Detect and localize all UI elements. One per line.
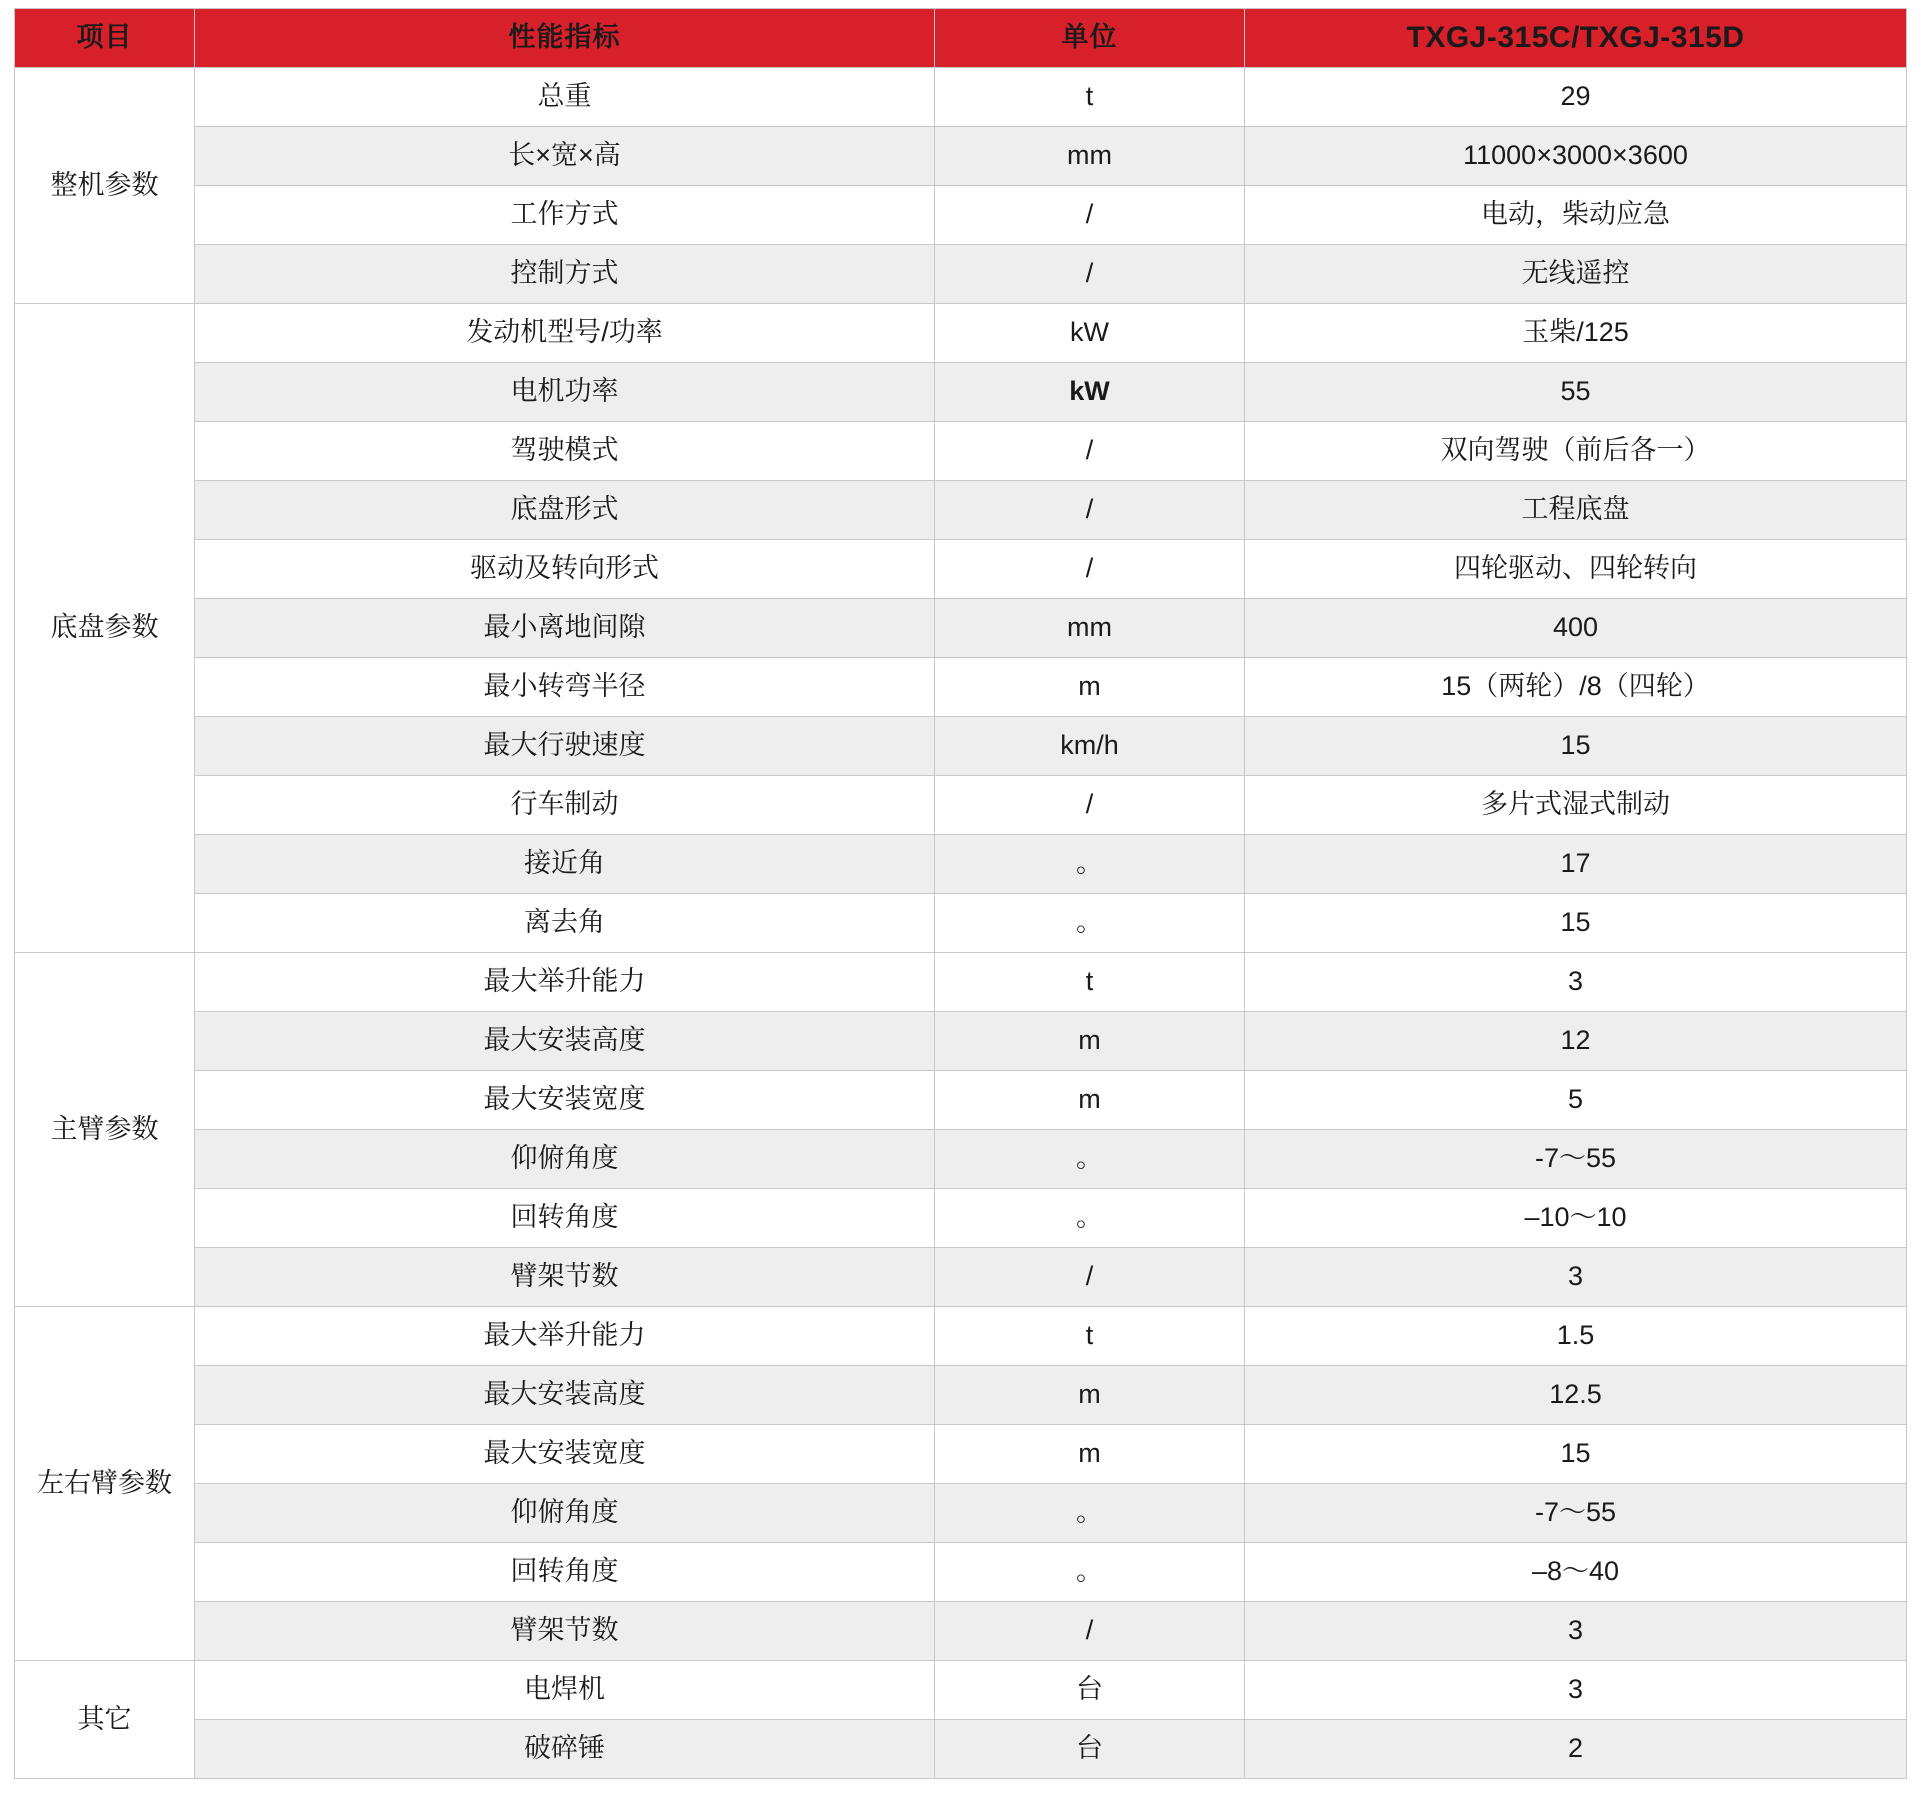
row-unit: / (935, 186, 1245, 245)
row-item-label: 最大安装高度 (195, 1012, 935, 1071)
row-item-label: 离去角 (195, 894, 935, 953)
table-row (15, 894, 1907, 953)
row-value: 3 (1245, 1248, 1907, 1307)
row-item-label: 最大举升能力 (195, 953, 935, 1012)
row-value: 17 (1245, 835, 1907, 894)
row-value: 55 (1245, 363, 1907, 422)
row-value: -7～55 (1245, 1130, 1907, 1189)
row-item-label: 仰俯角度 (195, 1130, 935, 1189)
row-unit: m (935, 1071, 1245, 1130)
table-row (15, 1602, 1907, 1661)
row-value: 15 (1245, 1425, 1907, 1484)
group-label: 整机参数 (15, 68, 195, 304)
row-value: 玉柴/125 (1245, 304, 1907, 363)
table-row (15, 1484, 1907, 1543)
column-header-model: TXGJ-315C/TXGJ-315D (1245, 9, 1907, 68)
row-value: 15 (1245, 894, 1907, 953)
table-row (15, 1720, 1907, 1779)
specification-table (14, 8, 1907, 1779)
row-unit: / (935, 1248, 1245, 1307)
table-header (15, 9, 1907, 68)
table-row (15, 658, 1907, 717)
table-row (15, 186, 1907, 245)
group-label: 其它 (15, 1661, 195, 1779)
row-value: 400 (1245, 599, 1907, 658)
row-unit: / (935, 481, 1245, 540)
table-row (15, 363, 1907, 422)
table-row (15, 1425, 1907, 1484)
row-item-label: 仰俯角度 (195, 1484, 935, 1543)
row-unit: m (935, 1012, 1245, 1071)
row-value: –8～40 (1245, 1543, 1907, 1602)
row-item-label: 最小转弯半径 (195, 658, 935, 717)
table-row (15, 540, 1907, 599)
row-value: 12 (1245, 1012, 1907, 1071)
row-item-label: 底盘形式 (195, 481, 935, 540)
row-item-label: 驾驶模式 (195, 422, 935, 481)
row-item-label: 破碎锤 (195, 1720, 935, 1779)
row-item-label: 最大行驶速度 (195, 717, 935, 776)
column-header-item: 性能指标 (195, 9, 935, 68)
table-row (15, 1543, 1907, 1602)
table-row (15, 68, 1907, 127)
row-item-label: 回转角度 (195, 1543, 935, 1602)
row-value: 15（两轮）/8（四轮） (1245, 658, 1907, 717)
row-unit: 。 (935, 1130, 1245, 1189)
row-unit: 。 (935, 1189, 1245, 1248)
row-value: 29 (1245, 68, 1907, 127)
table-row (15, 127, 1907, 186)
row-unit: m (935, 658, 1245, 717)
row-value: 5 (1245, 1071, 1907, 1130)
row-value: 多片式湿式制动 (1245, 776, 1907, 835)
row-value: 工程底盘 (1245, 481, 1907, 540)
row-item-label: 最大安装宽度 (195, 1425, 935, 1484)
column-header-unit: 单位 (935, 9, 1245, 68)
row-value: 3 (1245, 1602, 1907, 1661)
row-value: 3 (1245, 953, 1907, 1012)
table-row (15, 1366, 1907, 1425)
column-header-group: 项目 (15, 9, 195, 68)
row-item-label: 行车制动 (195, 776, 935, 835)
table-row (15, 481, 1907, 540)
table-row (15, 953, 1907, 1012)
row-unit: m (935, 1425, 1245, 1484)
row-unit: kW (935, 304, 1245, 363)
table-header-row (15, 9, 1907, 68)
row-unit: / (935, 1602, 1245, 1661)
table-row (15, 1130, 1907, 1189)
table-row (15, 776, 1907, 835)
row-item-label: 驱动及转向形式 (195, 540, 935, 599)
row-item-label: 总重 (195, 68, 935, 127)
row-unit: km/h (935, 717, 1245, 776)
row-unit: / (935, 245, 1245, 304)
row-unit: / (935, 540, 1245, 599)
row-value: 双向驾驶（前后各一） (1245, 422, 1907, 481)
row-unit: kW (935, 363, 1245, 422)
table-row (15, 1307, 1907, 1366)
table-row (15, 1248, 1907, 1307)
table-row (15, 245, 1907, 304)
row-unit: / (935, 422, 1245, 481)
row-unit: 。 (935, 835, 1245, 894)
table-body (15, 68, 1907, 1779)
row-item-label: 电机功率 (195, 363, 935, 422)
row-unit: 。 (935, 894, 1245, 953)
row-item-label: 接近角 (195, 835, 935, 894)
table-row (15, 599, 1907, 658)
row-item-label: 发动机型号/功率 (195, 304, 935, 363)
row-unit: 。 (935, 1543, 1245, 1602)
row-unit: t (935, 68, 1245, 127)
group-label: 主臂参数 (15, 953, 195, 1307)
row-item-label: 最大举升能力 (195, 1307, 935, 1366)
row-item-label: 最大安装高度 (195, 1366, 935, 1425)
row-item-label: 臂架节数 (195, 1248, 935, 1307)
row-item-label: 长×宽×高 (195, 127, 935, 186)
row-unit: t (935, 1307, 1245, 1366)
row-item-label: 最大安装宽度 (195, 1071, 935, 1130)
group-label: 左右臂参数 (15, 1307, 195, 1661)
row-unit: mm (935, 127, 1245, 186)
row-item-label: 电焊机 (195, 1661, 935, 1720)
table-row (15, 835, 1907, 894)
group-label: 底盘参数 (15, 304, 195, 953)
row-item-label: 工作方式 (195, 186, 935, 245)
row-unit: 台 (935, 1720, 1245, 1779)
row-value: 1.5 (1245, 1307, 1907, 1366)
table-row (15, 1661, 1907, 1720)
row-value: 电动，柴动应急 (1245, 186, 1907, 245)
table-row (15, 1012, 1907, 1071)
row-item-label: 回转角度 (195, 1189, 935, 1248)
row-value: 15 (1245, 717, 1907, 776)
row-unit: 。 (935, 1484, 1245, 1543)
row-value: 四轮驱动、四轮转向 (1245, 540, 1907, 599)
row-value: –10～10 (1245, 1189, 1907, 1248)
row-value: 2 (1245, 1720, 1907, 1779)
row-unit: t (935, 953, 1245, 1012)
table-row (15, 1189, 1907, 1248)
row-value: -7～55 (1245, 1484, 1907, 1543)
row-value: 11000×3000×3600 (1245, 127, 1907, 186)
row-value: 12.5 (1245, 1366, 1907, 1425)
table-row (15, 1071, 1907, 1130)
table-row (15, 717, 1907, 776)
table-row (15, 304, 1907, 363)
row-unit: m (935, 1366, 1245, 1425)
row-item-label: 最小离地间隙 (195, 599, 935, 658)
table-row (15, 422, 1907, 481)
row-item-label: 臂架节数 (195, 1602, 935, 1661)
row-unit: / (935, 776, 1245, 835)
row-unit: 台 (935, 1661, 1245, 1720)
row-item-label: 控制方式 (195, 245, 935, 304)
row-unit: mm (935, 599, 1245, 658)
row-value: 3 (1245, 1661, 1907, 1720)
row-value: 无线遥控 (1245, 245, 1907, 304)
